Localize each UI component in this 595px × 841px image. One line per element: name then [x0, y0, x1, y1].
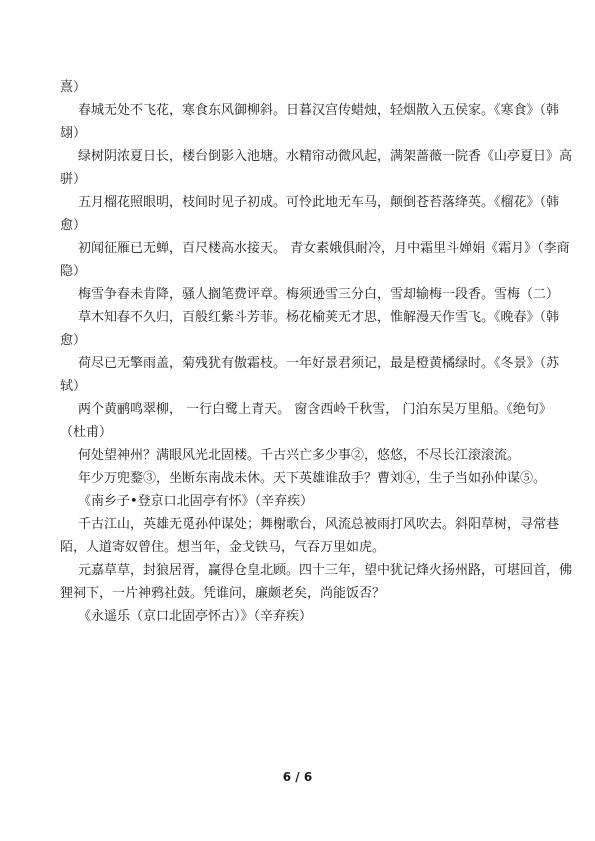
- text-line: 何处望神州？满眼风光北固楼。千古兴亡多少事②，悠悠，不尽长江滚滚流。: [78, 448, 521, 463]
- text-line: 两个黄鹂鸣翠柳， 一行白鹭上青天。 窗含西岭千秋雪， 门泊东吴万里船。《绝句》: [78, 402, 552, 417]
- text-line: 骈）: [60, 172, 87, 187]
- text-line: （杜甫）: [60, 425, 113, 440]
- text-line: 翃）: [60, 126, 87, 141]
- text-line: 五月榴花照眼明，枝间时见子初成。可怜此地无车马，颠倒苍苔落绛英。《榴花》（韩: [78, 195, 560, 210]
- text-line: 年少万兜鍪③，坐断东南战未休。天下英雄谁敌手？曹刘④，生子当如孙仲谋⑤。: [78, 471, 547, 486]
- text-line: 熹）: [60, 80, 87, 95]
- text-line: 隐）: [60, 264, 87, 279]
- text-line: 愈）: [60, 218, 87, 233]
- text-line: 绿树阴浓夏日长，楼台倒影入池塘。水精帘动微风起，满架蔷薇一院香《山亭夏日》高: [78, 149, 573, 164]
- text-line: 梅雪争春未肯降，骚人搁笔费评章。梅须逊雪三分白，雪却输梅一段香。雪梅（二）: [78, 287, 560, 302]
- text-line: 荷尽已无擎雨盖，菊残犹有傲霜枝。一年好景君须记，最是橙黄橘绿时。《冬景》（苏: [78, 356, 560, 371]
- page-number: 6 / 6: [282, 770, 313, 784]
- text-line: 陌，人道寄奴曾住。想当年，金戈铁马，气吞万里如虎。: [60, 540, 386, 555]
- text-line: 草木知春不久归，百般红紫斗芳菲。杨花榆荚无才思，惟解漫天作雪飞。《晚春》（韩: [78, 310, 560, 325]
- text-line: 元嘉草草，封狼居胥，赢得仓皇北顾。四十三年，望中犹记烽火扬州路，可堪回首，佛: [78, 563, 573, 578]
- text-line: 愈）: [60, 333, 87, 348]
- text-line: 千古江山，英雄无觅孙仲谋处；舞榭歌台，风流总被雨打风吹去。斜阳草树，寻常巷: [78, 517, 560, 532]
- text-line: 《永遥乐（京口北固亭怀古）》（辛弃疾）: [78, 609, 313, 624]
- text-line: 狸祠下，一片神鸦社鼓。凭谁问，廉颇老矣，尚能饭否？: [60, 586, 386, 601]
- text-line: 《南乡子•登京口北固亭有怀》（辛弃疾）: [78, 494, 314, 509]
- text-line: 轼）: [60, 379, 87, 394]
- text-line: 初闻征雁已无蝉，百尺楼高水接天。 青女素娥俱耐冷，月中霜里斗婵娟《霜月》（李商: [78, 241, 570, 256]
- text-line: 春城无处不飞花，寒食东风御柳斜。日暮汉宫传蜡烛，轻烟散入五侯家。《寒食》（韩: [78, 103, 560, 118]
